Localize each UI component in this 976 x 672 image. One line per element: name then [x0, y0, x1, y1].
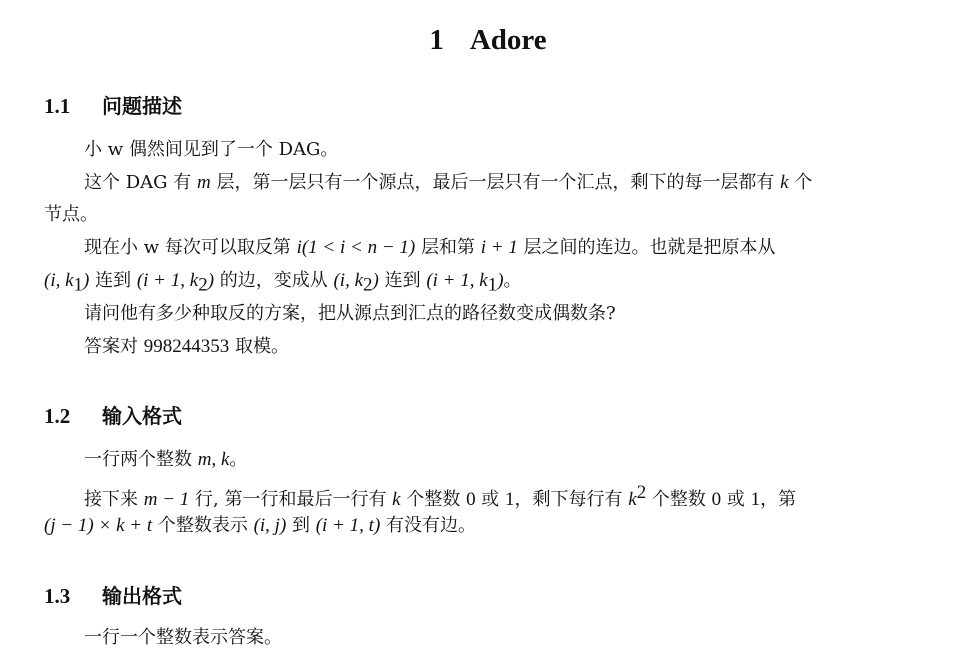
subsection-heading-output	[44, 580, 182, 609]
subsection-title: 问题描述	[102, 94, 182, 118]
math-var: k	[392, 489, 401, 510]
math-number: 0	[466, 489, 476, 510]
text-run: 或	[721, 489, 751, 510]
text-run: ，第	[760, 489, 797, 510]
math-sub: 2	[198, 274, 208, 296]
text-run: 小 w 偶然间见到了一个 DAG。	[84, 139, 339, 160]
text-run: 这个 DAG 有	[84, 172, 197, 193]
text-run: 取模。	[229, 336, 289, 357]
math-expr: (i + 1, t)	[315, 515, 381, 536]
text-run: 。	[503, 270, 522, 291]
modulus-number: 998244353	[143, 336, 230, 357]
math-number: 1	[505, 489, 515, 510]
math-expr: )	[207, 270, 215, 291]
text-run: 节点。	[44, 204, 98, 225]
paragraph-line	[44, 204, 98, 226]
subsection-heading-description	[44, 90, 182, 119]
text-run: 层之间的连边。也就是把原本从	[517, 237, 776, 258]
math-expr: )	[83, 270, 90, 291]
math-expr: (i, k	[44, 270, 74, 291]
subsection-number: 1.2	[44, 404, 71, 428]
text-run: 。	[229, 449, 248, 470]
text-run: 一行两个整数	[84, 449, 198, 470]
section-title	[0, 24, 976, 57]
math-expr: (j − 1) × k + t	[44, 515, 153, 536]
math-sub: 1	[487, 274, 498, 296]
math-expr: (i, j)	[253, 515, 287, 536]
paragraph-line	[84, 627, 282, 649]
math-number: 0	[711, 489, 722, 510]
text-run: 行, 第一行和最后一行有	[189, 489, 393, 510]
math-sub: 2	[363, 274, 373, 296]
text-run: 或	[475, 489, 506, 510]
paragraph-line	[84, 237, 776, 259]
math-expr: )	[497, 270, 504, 291]
math-var: k	[628, 489, 637, 510]
text-run: 连到	[89, 270, 137, 291]
text-run: 答案对	[84, 336, 144, 357]
section-title-text: Adore	[469, 24, 547, 56]
subsection-heading-input	[44, 400, 182, 429]
text-run: 层，第一层只有一个源点，最后一层只有一个汇点，剩下的每一层都有	[210, 172, 781, 193]
math-expr: i + 1	[480, 237, 518, 258]
text-run: 的边，变成从	[214, 270, 334, 291]
text-run: 层和第	[415, 237, 481, 258]
text-run: 有没有边。	[380, 515, 477, 536]
subsection-title: 输出格式	[102, 584, 182, 608]
math-var: k	[780, 172, 789, 193]
subsection-number: 1.1	[44, 94, 71, 118]
paragraph-line	[84, 449, 247, 471]
math-expr: (i + 1, k	[426, 270, 488, 291]
text-run: 到	[286, 515, 316, 536]
math-expr: m − 1	[143, 489, 190, 510]
text-run: 一行一个整数表示答案。	[84, 627, 282, 648]
text-run: 个整数	[646, 489, 712, 510]
paragraph-line	[44, 515, 476, 537]
math-expr: i(1 < i < n − 1)	[296, 237, 416, 258]
text-run: 现在小 w 每次可以取反第	[84, 237, 297, 258]
subsection-title: 输入格式	[102, 404, 182, 428]
text-run: 个整数	[400, 489, 467, 510]
math-var: m	[196, 172, 211, 193]
paragraph-line	[84, 172, 812, 194]
math-number: 1	[750, 489, 761, 510]
math-expr: (i, k	[333, 270, 364, 291]
text-run: 请问他有多少种取反的方案，把从源点到汇点的路径数变成偶数条?	[84, 303, 616, 324]
text-run: 个整数表示	[152, 515, 254, 536]
paragraph-line	[84, 139, 338, 161]
math-expr: )	[372, 270, 379, 291]
section-number: 1	[429, 24, 444, 56]
text-run: 接下来	[84, 489, 144, 510]
math-sup: 2	[636, 482, 647, 503]
math-expr: m, k	[197, 449, 230, 470]
subsection-number: 1.3	[44, 584, 71, 608]
math-expr: (i + 1, k	[136, 270, 199, 291]
text-run: 连到	[378, 270, 427, 291]
paragraph-line	[84, 482, 796, 511]
paragraph-line	[84, 336, 289, 358]
text-run: 个	[788, 172, 813, 193]
text-run: ，剩下每行有	[514, 489, 629, 510]
paragraph-line	[44, 270, 522, 297]
math-sub: 1	[73, 274, 84, 296]
paragraph-line	[84, 303, 616, 325]
